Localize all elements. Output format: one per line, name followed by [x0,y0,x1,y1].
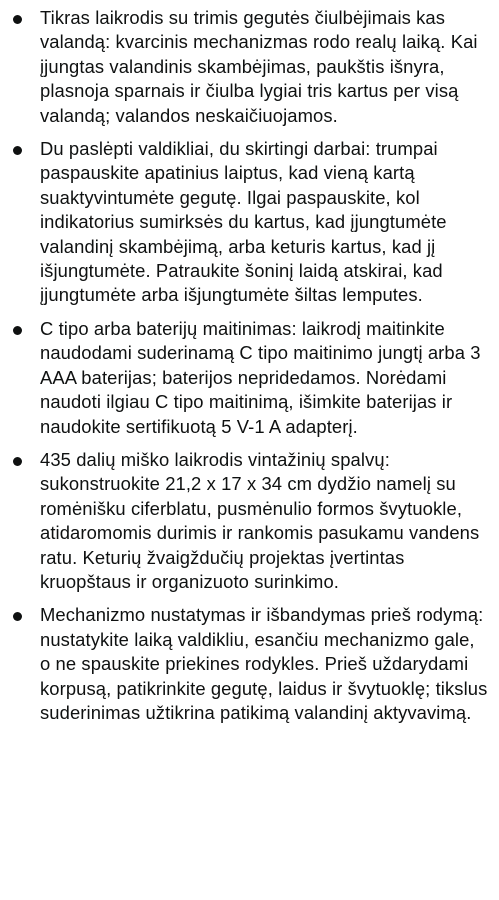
bullet-text: Du paslėpti valdikliai, du skirtingi darbai: trumpai paspauskite apatinius laiptus, kad vieną kartą suaktyvintumėte gegutę. Ilgai paspauskite, kol indikatorius sumirksės du kartus, kad įjungtumėte valandinį skambėjimą, arba keturis kartus, kad jį išjungtumėte. Patraukite šoninį laidą atskirai, kad įjungtumėte arba išjungtumėte šiltas lemputes. [40,138,447,306]
list-item [0,603,499,725]
bullet-text: Mechanizmo nustatymas ir išbandymas prieš rodymą: nustatykite laiką valdikliu, esančiu mechanizmo gale, o ne spauskite priekines rodykles. Prieš uždarydami korpusą, patikrinkite gegutę, laidus ir švytuoklę; tikslus suderinimas užtikrina patikimą valandinį aktyvavimą. [40,604,488,723]
list-item [0,448,499,594]
feature-bullet-list [0,6,499,734]
bullet-icon [13,612,22,621]
list-item [0,317,499,439]
bullet-icon [13,457,22,466]
bullet-icon [13,146,22,155]
bullet-icon [13,326,22,335]
bullet-text: C tipo arba baterijų maitinimas: laikrodį maitinkite naudodami suderinamą C tipo maitinimo jungtį arba 3 AAA baterijas; baterijos nepridedamos. Norėdami naudoti ilgiau C tipo maitinimą, išimkite baterijas ir naudokite sertifikuotą 5 V-1 A adapterį. [40,317,481,437]
list-item [0,6,499,128]
bullet-text: 435 dalių miško laikrodis vintažinių spalvų: sukonstruokite 21,2 x 17 x 34 cm dydžio namelį su romėnišku ciferblatu, pusmėnulio formos švytuokle, atidaromomis durimis ir rankomis pasukamu vandens ratu. Keturių žvaigždučių projektas įvertintas kruopštaus ir organizuoto surinkimo. [40,448,480,592]
list-item [0,137,499,308]
bullet-text: Tikras laikrodis su trimis gegutės čiulbėjimais kas valandą: kvarcinis mechanizmas rodo realų laiką. Kai įjungtas valandinis skambėjimas, paukštis išnyra, plasnoja sparnais ir čiulba lygiai tris kartus per visą valandą; valandos neskaičiuojamos. [40,7,478,126]
bullet-icon [13,15,22,24]
